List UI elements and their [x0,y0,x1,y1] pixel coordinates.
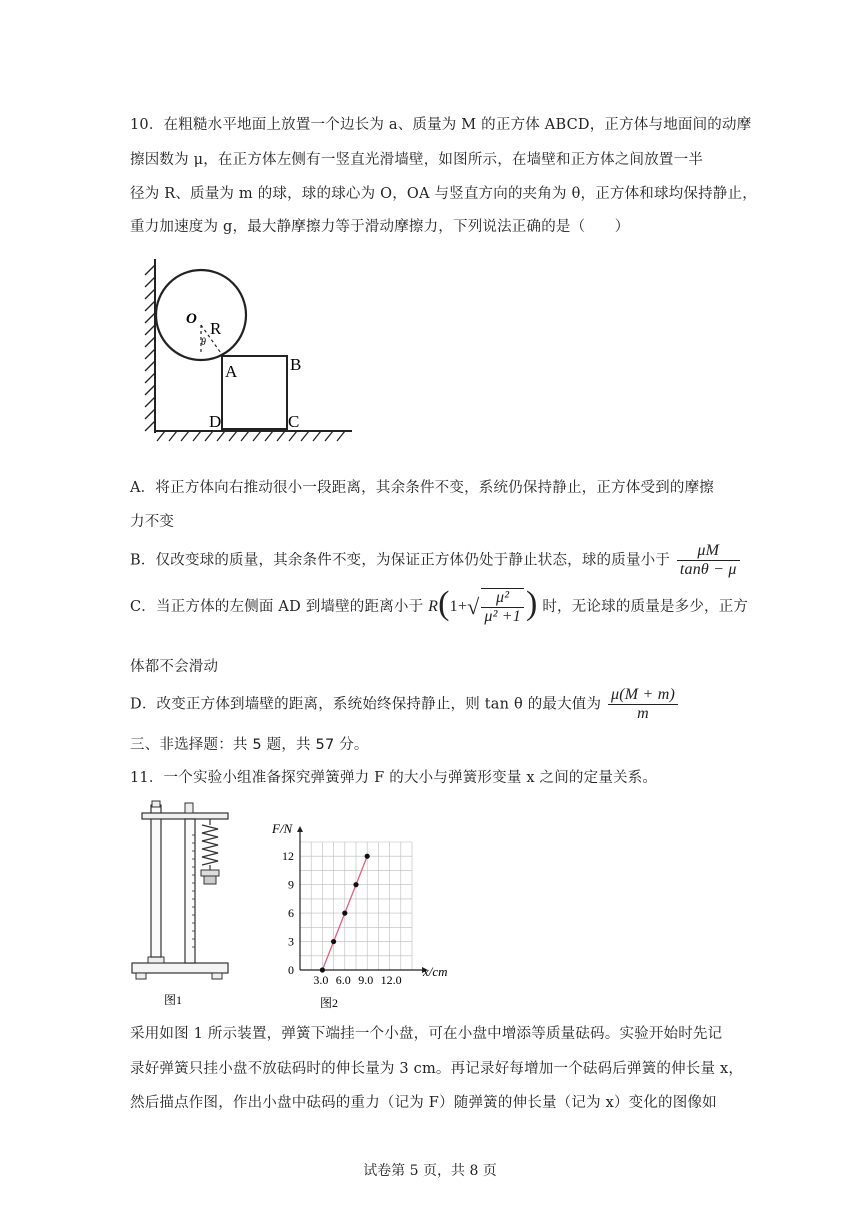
data-point [331,939,336,944]
q10-option-a-line2: 力不变 [130,514,175,530]
option-c-one: 1+ [449,598,468,615]
y-tick-label: 3 [288,934,294,949]
y-tick-label: 9 [288,877,294,892]
x-tick-label: 3.0 [313,973,329,987]
option-d-fraction [608,686,678,723]
q10-figure [140,255,360,445]
label-A: A [225,362,238,381]
option-c-denominator: μ² +1 [484,608,521,625]
origin-label: 0 [288,963,294,977]
data-point [353,882,358,887]
y-tick-label: 12 [282,849,294,864]
data-point [342,911,347,916]
q11-para-line2: 录好弹簧只挂小盘不放砝码时的伸长量为 3 cm。再记录好每增加一个砝码后弹簧的伸长量 x， [130,1061,744,1077]
option-c-text: C．当正方体的左侧面 AD 到墙壁的距离小于 [130,599,424,615]
page-footer: 试卷第 5 页，共 8 页 [363,1163,497,1179]
data-point [365,854,370,859]
label-theta: θ [201,337,206,348]
y-tick-label: 6 [288,906,294,921]
q11-figure2-chart [250,820,460,1012]
x-tick-label: 12.0 [380,973,402,987]
q11-line1: 11．一个实验小组准备探究弹簧弹力 F 的大小与弹簧形变量 x 之间的定量关系。 [130,770,658,786]
y-axis-arrow [297,826,303,832]
option-b-denominator: tanθ − μ [679,561,737,578]
option-c-numerator: μ² [481,589,524,608]
figure2-caption: 图2 [320,996,339,1010]
figure1-caption: 图1 [164,993,183,1005]
label-R: R [210,319,222,338]
q11-para-line1: 采用如图 1 所示装置，弹簧下端挂一个小盘，可在小盘中增添等质量砝码。实验开始时先记 [130,1026,723,1042]
option-b-fraction [677,542,740,579]
x-axis-label: x/cm [423,964,448,979]
label-O: O [186,311,197,327]
option-d-text: D．改变正方体到墙壁的距离，系统始终保持静止，则 tan θ 的最大值为 [130,696,602,713]
q10-option-d [130,686,680,723]
x-tick-label: 9.0 [358,973,374,987]
option-c-fraction [481,588,524,626]
label-B: B [290,355,302,374]
label-D: D [209,412,222,431]
q10-line4: 重力加速度为 g，最大静摩擦力等于滑动摩擦力，下列说法正确的是（ ） [130,219,630,235]
q10-line3: 径为 R、质量为 m 的球，球的球心为 O，OA 与竖直方向的夹角为 θ，正方体和球均保持静止， [130,186,757,202]
q11-para-line3: 然后描点作图，作出小盘中砝码的重力（记为 F）随弹簧的伸长量（记为 x）变化的图像如 [130,1095,717,1111]
q11-figure1-apparatus [130,795,235,1005]
option-b-numerator: μM [677,542,740,561]
q10-option-a-line1: A．将正方体向右推动很小一段距离，其余条件不变，系统仍保持静止，正方体受到的摩擦 [130,480,714,496]
option-c-text-after: 时，无论球的质量是多少，正方 [542,599,749,615]
label-C: C [288,412,300,431]
q10-line2: 擦因数为 μ，在正方体左侧有一竖直光滑墙壁，如图所示，在墙壁和正方体之间放置一半 [130,152,704,168]
q10-line1: 10．在粗糙水平地面上放置一个边长为 a、质量为 M 的正方体 ABCD，正方体与地面间的动摩 [130,117,752,133]
section-3-heading: 三、非选择题：共 5 题，共 57 分。 [130,737,369,753]
q10-option-c: C．当正方体的左侧面 AD 到墙壁的距离小于 R(1+√ $\frac{\text{μ²}}{\text{μ² +1}}$ ) 时，无论球的质量是多少，正方 [130,585,749,625]
data-point [320,967,325,972]
option-d-numerator: μ(M + m) [608,686,678,705]
q10-option-b [130,542,742,579]
option-c-R: R [428,598,439,615]
option-d-denominator: m [637,705,649,722]
q10-option-c-line2: 体都不会滑动 [130,659,219,675]
option-b-text: B．仅改变球的质量，其余条件不变，为保证正方体仍处于静止状态，球的质量小于 [130,552,671,569]
y-axis-label: F/N [272,821,293,836]
x-tick-label: 6.0 [335,973,351,987]
